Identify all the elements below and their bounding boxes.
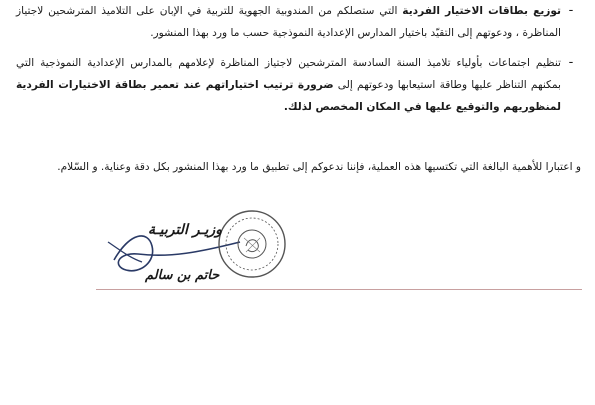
bullet-list — [16, 0, 581, 126]
divider-line — [96, 289, 582, 290]
bullet-paragraph — [16, 52, 561, 118]
bullet-lead: توزيع بطاقات الاختيار الفردية — [402, 5, 562, 17]
signer-title: وزيـر التربيـة — [148, 222, 222, 238]
list-item — [16, 0, 581, 44]
bullet-paragraph — [16, 0, 561, 44]
bullet-body: التي ستصلكم من المندوبية الجهوية للتربية في الإبان على التلاميذ المترشحين لاجتياز المناظرة ، ودعوتهم إلى التقيّد باختيار المدارس الإعدادية النموذجية حسب ما ورد بهذا المنشور. — [16, 5, 561, 39]
official-stamp — [216, 208, 288, 280]
signer-name: حاتم بن سالم — [145, 268, 220, 283]
bullet-emphasis: ضرورة ترتيب اختياراتهم عند تعمير بطاقة الاختيارات الفردية لمنظوريهم والتوقيع عليها في المكان المخصص لذلك. — [16, 79, 561, 113]
signature-block — [90, 212, 330, 292]
bullet-mark: - — [568, 55, 574, 70]
bullet-mark: - — [568, 3, 574, 18]
list-item — [16, 52, 581, 118]
closing-paragraph: و اعتبارا للأهمية البالغة التي تكتسيها هذه العملية، فإننا ندعوكم إلى تطبيق ما ورد بهذا المنشور بكل دقة وعناية. و السّلام. — [57, 161, 581, 173]
bullet-body: تنظيم اجتماعات بأولياء تلاميذ السنة السادسة المترشحين لاجتياز المناظرة لإعلامهم بالمدارس الإعدادية النموذجية التي بمكنهم التناظر عليها وطاقة استيعابها ودعوتهم إلى — [16, 57, 561, 91]
